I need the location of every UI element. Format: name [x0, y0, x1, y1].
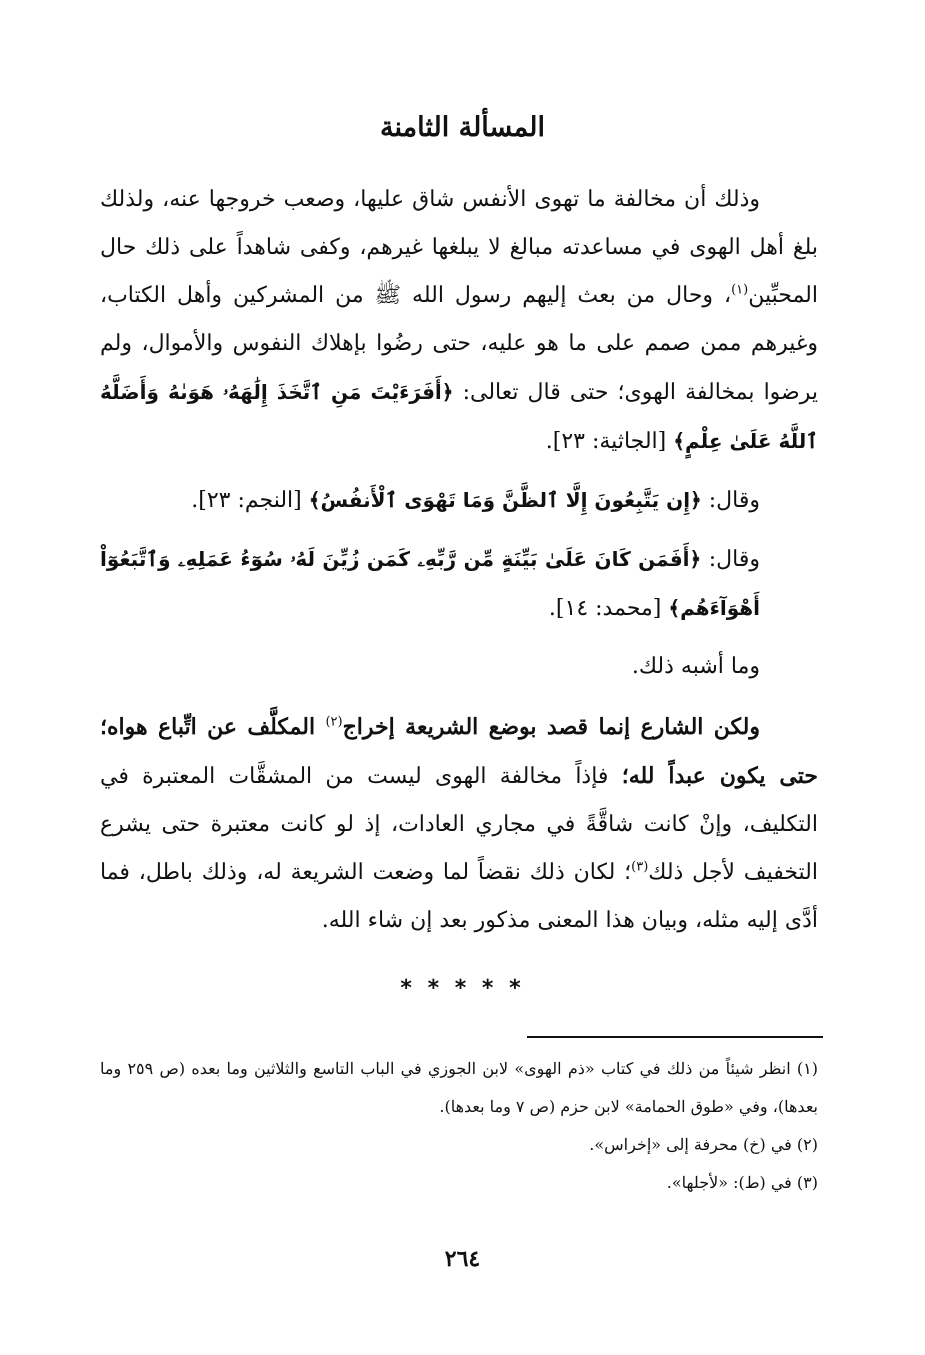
spacer — [100, 691, 818, 703]
footnote-3: (٣) في (ط): «لأجلها». — [666, 1173, 818, 1192]
main-text — [100, 176, 818, 945]
footnote-2: (٢) في (خ) محرفة إلى «إخراس». — [589, 1135, 818, 1154]
footnotes — [100, 1050, 818, 1202]
paragraph-3-intro: وقال: — [701, 547, 761, 572]
paragraph-1-text-b: ، وحال من بعث إليهم رسول الله ﷺ من المشركين وأهل الكتاب، وغيرهم ممن صمم على ما هو عليه، حتى رضُوا بإهلاك النفوس والأموال، ولم يرضوا بمخالفة الهوى؛ حتى قال تعالى: — [100, 283, 818, 405]
quran-verse-muhammad: ﴿أَفَمَن كَانَ عَلَىٰ بَيِّنَةٍ مِّن رَّبِّهِۦ كَمَن زُيِّنَ لَهُۥ سُوٓءُ عَمَلِهِۦ وَٱتَّبَعُوٓاْ أَهْوَآءَهُم﴾ — [100, 547, 760, 620]
quran-verse-najm: ﴿إِن يَتَّبِعُونَ إِلَّا ٱلظَّنَّ وَمَا تَهْوَى ٱلْأَنفُسُ﴾ — [308, 488, 702, 512]
paragraph-2 — [100, 476, 818, 525]
paragraph-5 — [100, 703, 818, 945]
paragraph-5-bold-b: المكلَّف عن اتِّباع هواه؛ حتى يكون عبداً لله؛ — [100, 714, 819, 789]
quran-verse-jathiya: ﴿أَفَرَءَيْتَ مَنِ ٱتَّخَذَ إِلَٰهَهُۥ هَوَىٰهُ وَأَضَلَّهُ ٱللَّهُ عَلَىٰ عِلْمٍ﴾ — [100, 380, 818, 453]
verse-reference-najm: [النجم: ٢٣]. — [191, 488, 309, 513]
paragraph-2-intro: وقال: — [701, 488, 760, 513]
footnote-1: (١) انظر شيئاً من ذلك في كتاب «ذم الهوى» لابن الجوزي في الباب التاسع والثلاثين وما بعده (ص ٢٥٩ وما بعدها)، وفي «طوق الحمامة» لابن حزم (ص ٧ وما بعدها). — [100, 1059, 818, 1116]
paragraph-5-text-a: فإذاً مخالفة الهوى ليست من المشقَّات المعتبرة في التكليف، وإنْ كانت شاقَّةً في مجاري العادات، إذ لو كانت معتبرة حتى يشرع التخفيف لأجل ذلك — [100, 764, 818, 885]
spacer — [100, 466, 818, 476]
page-number: ٢٦٤ — [444, 1246, 481, 1272]
paragraph-5-bold-a: ولكن الشارع إنما قصد بوضع الشريعة إخراج — [342, 714, 760, 740]
paragraph-1-text-a: وذلك أن مخالفة ما تهوى الأنفس شاق عليها، وصعب خروجها عنه، ولذلك بلغ أهل الهوى في مساعدته مبالغ لا يبلغها غيرهم، وكفى شاهداً على ذلك حال المحبِّين — [100, 187, 818, 308]
paragraph-3 — [100, 535, 818, 633]
footnote-marker-3: (٣) — [631, 859, 649, 875]
section-separator: * * * * * — [400, 976, 525, 1001]
paragraph-5-text-b: ؛ لكان ذلك نقضاً لما وضعت الشريعة له، وذلك باطل، فما أدَّى إليه مثله، وبيان هذا المعنى مذكور بعد إن شاء الله. — [100, 860, 818, 933]
section-heading: المسألة الثامنة — [380, 112, 545, 143]
verse-reference-muhammad: [محمد: ١٤]. — [548, 596, 669, 621]
paragraph-4: وما أشبه ذلك. — [631, 654, 760, 679]
footnote-divider — [527, 1036, 823, 1038]
footnote-marker-2: (٢) — [325, 714, 343, 730]
footnote-marker-1: (١) — [731, 282, 749, 298]
spacer — [100, 633, 818, 643]
verse-reference-jathiya: [الجاثية: ٢٣]. — [545, 429, 674, 454]
paragraph-1 — [100, 176, 818, 466]
spacer — [100, 525, 818, 535]
